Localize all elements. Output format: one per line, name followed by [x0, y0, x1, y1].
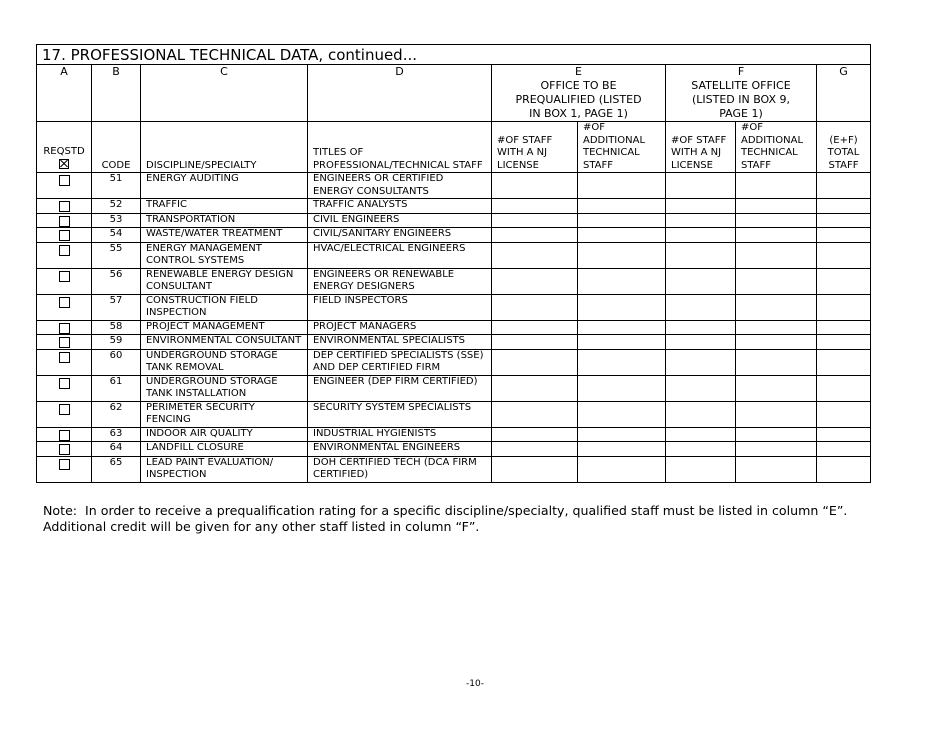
f-additional-staff-input[interactable]	[736, 242, 817, 268]
discipline-cell: WASTE/WATER TREATMENT	[141, 228, 308, 243]
e-additional-staff-input[interactable]	[578, 199, 666, 214]
reqstd-header	[37, 122, 92, 173]
column-e-letter: E	[575, 65, 582, 78]
titles-cell: HVAC/ELECTRICAL ENGINEERS	[308, 242, 492, 268]
reqstd-checkbox[interactable]	[59, 245, 70, 256]
page-number: -10-	[466, 679, 484, 689]
note-text: Note: In order to receive a prequalification rating for a specific discipline/specialty, qualified staff must be listed in column “E”. Additional credit will be given for any other staff listed in column “F”.	[43, 503, 856, 534]
table-row	[37, 320, 871, 335]
reqstd-cell	[37, 320, 92, 335]
e-nj-license-input[interactable]	[492, 199, 578, 214]
f-nj-license-input[interactable]	[666, 228, 736, 243]
reqstd-checkbox[interactable]	[59, 430, 70, 441]
discipline-cell: PERIMETER SECURITY FENCING	[141, 401, 308, 427]
checked-box-icon	[59, 159, 69, 169]
total-staff-label-2: STAFF	[828, 159, 859, 171]
reqstd-cell	[37, 349, 92, 375]
reqstd-label: REQSTD	[43, 145, 85, 157]
reqstd-checkbox[interactable]	[59, 337, 70, 348]
table-body	[37, 173, 871, 483]
f-nj-license-header: #OF STAFF WITH A NJ LICENSE	[666, 122, 736, 173]
f-nj-license-input[interactable]	[666, 335, 736, 350]
total-staff-input[interactable]	[817, 294, 871, 320]
e-nj-license-input[interactable]	[492, 173, 578, 199]
e-nj-license-input[interactable]	[492, 213, 578, 228]
titles-cell: DEP CERTIFIED SPECIALISTS (SSE) AND DEP CERTIFIED FIRM	[308, 349, 492, 375]
discipline-cell: LEAD PAINT EVALUATION/ INSPECTION	[141, 456, 308, 482]
code-cell: 64	[92, 442, 141, 457]
f-nj-license-input[interactable]	[666, 294, 736, 320]
discipline-cell: PROJECT MANAGEMENT	[141, 320, 308, 335]
table-row	[37, 173, 871, 199]
total-staff-input[interactable]	[817, 456, 871, 482]
table-row	[37, 335, 871, 350]
e-nj-license-input[interactable]	[492, 442, 578, 457]
reqstd-checkbox[interactable]	[59, 230, 70, 241]
total-staff-input[interactable]	[817, 442, 871, 457]
titles-cell: SECURITY SYSTEM SPECIALISTS	[308, 401, 492, 427]
reqstd-checkbox[interactable]	[59, 404, 70, 415]
discipline-cell: ENVIRONMENTAL CONSULTANT	[141, 335, 308, 350]
e-additional-staff-input[interactable]	[578, 173, 666, 199]
column-f-header	[666, 65, 817, 122]
column-g-header: G	[817, 65, 871, 122]
f-nj-license-input[interactable]	[666, 199, 736, 214]
e-additional-staff-input[interactable]	[578, 213, 666, 228]
reqstd-checkbox[interactable]	[59, 352, 70, 363]
f-additional-staff-input[interactable]	[736, 349, 817, 375]
titles-cell: CIVIL ENGINEERS	[308, 213, 492, 228]
reqstd-cell	[37, 242, 92, 268]
reqstd-cell	[37, 268, 92, 294]
discipline-cell: INDOOR AIR QUALITY	[141, 427, 308, 442]
discipline-cell: TRANSPORTATION	[141, 213, 308, 228]
f-nj-license-input[interactable]	[666, 401, 736, 427]
column-a-header: A	[37, 65, 92, 122]
total-staff-formula: (E+F)	[829, 134, 858, 146]
titles-cell: CIVIL/SANITARY ENGINEERS	[308, 228, 492, 243]
reqstd-cell	[37, 456, 92, 482]
titles-cell: ENGINEERS OR RENEWABLE ENERGY DESIGNERS	[308, 268, 492, 294]
e-nj-license-input[interactable]	[492, 268, 578, 294]
column-e-description: OFFICE TO BE PREQUALIFIED (LISTED IN BOX 1, PAGE 1)	[515, 79, 642, 120]
code-cell: 63	[92, 427, 141, 442]
total-staff-input[interactable]	[817, 375, 871, 401]
discipline-cell: ENERGY MANAGEMENT CONTROL SYSTEMS	[141, 242, 308, 268]
reqstd-cell	[37, 173, 92, 199]
table-row	[37, 401, 871, 427]
table-row	[37, 294, 871, 320]
f-additional-staff-input[interactable]	[736, 199, 817, 214]
f-additional-staff-input[interactable]	[736, 320, 817, 335]
f-nj-license-input[interactable]	[666, 173, 736, 199]
code-cell: 53	[92, 213, 141, 228]
section-title: 17. PROFESSIONAL TECHNICAL DATA, continued...	[37, 45, 871, 65]
e-additional-staff-input[interactable]	[578, 228, 666, 243]
table-row	[37, 349, 871, 375]
total-staff-input[interactable]	[817, 242, 871, 268]
code-cell: 61	[92, 375, 141, 401]
e-nj-license-input[interactable]	[492, 228, 578, 243]
f-additional-staff-input[interactable]	[736, 294, 817, 320]
e-additional-staff-input[interactable]	[578, 242, 666, 268]
e-nj-license-input[interactable]	[492, 335, 578, 350]
technical-data-table	[36, 44, 871, 483]
e-additional-staff-input[interactable]	[578, 442, 666, 457]
titles-cell: ENVIRONMENTAL SPECIALISTS	[308, 335, 492, 350]
reqstd-checkbox[interactable]	[59, 271, 70, 282]
code-cell: 52	[92, 199, 141, 214]
e-additional-staff-header: #OF ADDITIONAL TECHNICAL STAFF	[578, 122, 666, 173]
f-additional-staff-input[interactable]	[736, 401, 817, 427]
discipline-cell: CONSTRUCTION FIELD INSPECTION	[141, 294, 308, 320]
total-staff-input[interactable]	[817, 349, 871, 375]
reqstd-cell	[37, 375, 92, 401]
reqstd-cell	[37, 427, 92, 442]
column-d-header: D	[308, 65, 492, 122]
column-e-header	[492, 65, 666, 122]
f-nj-license-input[interactable]	[666, 320, 736, 335]
reqstd-cell	[37, 442, 92, 457]
reqstd-cell	[37, 294, 92, 320]
column-c-header: C	[141, 65, 308, 122]
e-additional-staff-input[interactable]	[578, 349, 666, 375]
f-additional-staff-input[interactable]	[736, 173, 817, 199]
titles-cell: TRAFFIC ANALYSTS	[308, 199, 492, 214]
discipline-cell: TRAFFIC	[141, 199, 308, 214]
reqstd-checkbox[interactable]	[59, 175, 70, 186]
f-nj-license-input[interactable]	[666, 456, 736, 482]
titles-cell: INDUSTRIAL HYGIENISTS	[308, 427, 492, 442]
total-staff-input[interactable]	[817, 401, 871, 427]
e-nj-license-input[interactable]	[492, 242, 578, 268]
reqstd-cell	[37, 228, 92, 243]
total-staff-input[interactable]	[817, 335, 871, 350]
professional-technical-data-form	[36, 44, 870, 483]
f-nj-license-input[interactable]	[666, 349, 736, 375]
total-staff-label-1: TOTAL	[827, 147, 860, 158]
code-cell: 51	[92, 173, 141, 199]
e-additional-staff-input[interactable]	[578, 427, 666, 442]
e-nj-license-input[interactable]	[492, 320, 578, 335]
f-additional-staff-input[interactable]	[736, 442, 817, 457]
e-nj-license-input[interactable]	[492, 427, 578, 442]
f-nj-license-input[interactable]	[666, 213, 736, 228]
reqstd-checkbox[interactable]	[59, 378, 70, 389]
code-cell: 60	[92, 349, 141, 375]
total-staff-input[interactable]	[817, 228, 871, 243]
reqstd-checkbox[interactable]	[59, 459, 70, 470]
table-row	[37, 375, 871, 401]
discipline-cell: UNDERGROUND STORAGE TANK REMOVAL	[141, 349, 308, 375]
titles-cell: DOH CERTIFIED TECH (DCA FIRM CERTIFIED)	[308, 456, 492, 482]
reqstd-checkbox[interactable]	[59, 297, 70, 308]
code-cell: 59	[92, 335, 141, 350]
titles-cell: FIELD INSPECTORS	[308, 294, 492, 320]
f-additional-staff-input[interactable]	[736, 375, 817, 401]
table-row	[37, 442, 871, 457]
total-staff-input[interactable]	[817, 213, 871, 228]
table-row	[37, 427, 871, 442]
code-cell: 62	[92, 401, 141, 427]
titles-cell: ENGINEER (DEP FIRM CERTIFIED)	[308, 375, 492, 401]
total-staff-input[interactable]	[817, 199, 871, 214]
f-additional-staff-input[interactable]	[736, 213, 817, 228]
f-additional-staff-input[interactable]	[736, 268, 817, 294]
f-additional-staff-header: #OF ADDITIONAL TECHNICAL STAFF	[736, 122, 817, 173]
reqstd-checkbox[interactable]	[59, 216, 70, 227]
code-cell: 55	[92, 242, 141, 268]
total-staff-input[interactable]	[817, 268, 871, 294]
e-nj-license-input[interactable]	[492, 294, 578, 320]
reqstd-checkbox[interactable]	[59, 323, 70, 334]
e-additional-staff-input[interactable]	[578, 401, 666, 427]
e-additional-staff-input[interactable]	[578, 375, 666, 401]
table-row	[37, 213, 871, 228]
discipline-header: DISCIPLINE/SPECIALTY	[141, 122, 308, 173]
f-additional-staff-input[interactable]	[736, 228, 817, 243]
f-nj-license-input[interactable]	[666, 375, 736, 401]
code-cell: 58	[92, 320, 141, 335]
e-nj-license-input[interactable]	[492, 401, 578, 427]
titles-cell: ENVIRONMENTAL ENGINEERS	[308, 442, 492, 457]
titles-cell: ENGINEERS OR CERTIFIED ENERGY CONSULTANTS	[308, 173, 492, 199]
f-nj-license-input[interactable]	[666, 427, 736, 442]
column-f-description: SATELLITE OFFICE (LISTED IN BOX 9, PAGE 1)	[691, 79, 791, 120]
reqstd-cell	[37, 401, 92, 427]
column-b-header: B	[92, 65, 141, 122]
f-additional-staff-input[interactable]	[736, 456, 817, 482]
total-staff-input[interactable]	[817, 320, 871, 335]
reqstd-cell	[37, 213, 92, 228]
table-row	[37, 242, 871, 268]
total-staff-input[interactable]	[817, 427, 871, 442]
discipline-cell: RENEWABLE ENERGY DESIGN CONSULTANT	[141, 268, 308, 294]
e-additional-staff-input[interactable]	[578, 268, 666, 294]
f-nj-license-input[interactable]	[666, 242, 736, 268]
code-cell: 57	[92, 294, 141, 320]
titles-header: TITLES OF PROFESSIONAL/TECHNICAL STAFF	[308, 122, 492, 173]
column-f-letter: F	[737, 65, 745, 78]
table-row	[37, 228, 871, 243]
discipline-cell: ENERGY AUDITING	[141, 173, 308, 199]
reqstd-cell	[37, 335, 92, 350]
e-additional-staff-input[interactable]	[578, 320, 666, 335]
code-cell: 65	[92, 456, 141, 482]
table-row	[37, 268, 871, 294]
code-cell: 56	[92, 268, 141, 294]
titles-cell: PROJECT MANAGERS	[308, 320, 492, 335]
e-nj-license-header: #OF STAFF WITH A NJ LICENSE	[492, 122, 578, 173]
total-staff-input[interactable]	[817, 173, 871, 199]
e-nj-license-input[interactable]	[492, 456, 578, 482]
code-header: CODE	[92, 122, 141, 173]
f-additional-staff-input[interactable]	[736, 335, 817, 350]
table-row	[37, 199, 871, 214]
discipline-cell: LANDFILL CLOSURE	[141, 442, 308, 457]
e-additional-staff-input[interactable]	[578, 294, 666, 320]
total-staff-header	[817, 122, 871, 173]
code-cell: 54	[92, 228, 141, 243]
e-nj-license-input[interactable]	[492, 375, 578, 401]
reqstd-cell	[37, 199, 92, 214]
reqstd-checkbox[interactable]	[59, 444, 70, 455]
e-additional-staff-input[interactable]	[578, 335, 666, 350]
table-row	[37, 456, 871, 482]
f-nj-license-input[interactable]	[666, 442, 736, 457]
discipline-cell: UNDERGROUND STORAGE TANK INSTALLATION	[141, 375, 308, 401]
e-additional-staff-input[interactable]	[578, 456, 666, 482]
f-nj-license-input[interactable]	[666, 268, 736, 294]
e-nj-license-input[interactable]	[492, 349, 578, 375]
reqstd-checkbox[interactable]	[59, 201, 70, 212]
f-additional-staff-input[interactable]	[736, 427, 817, 442]
